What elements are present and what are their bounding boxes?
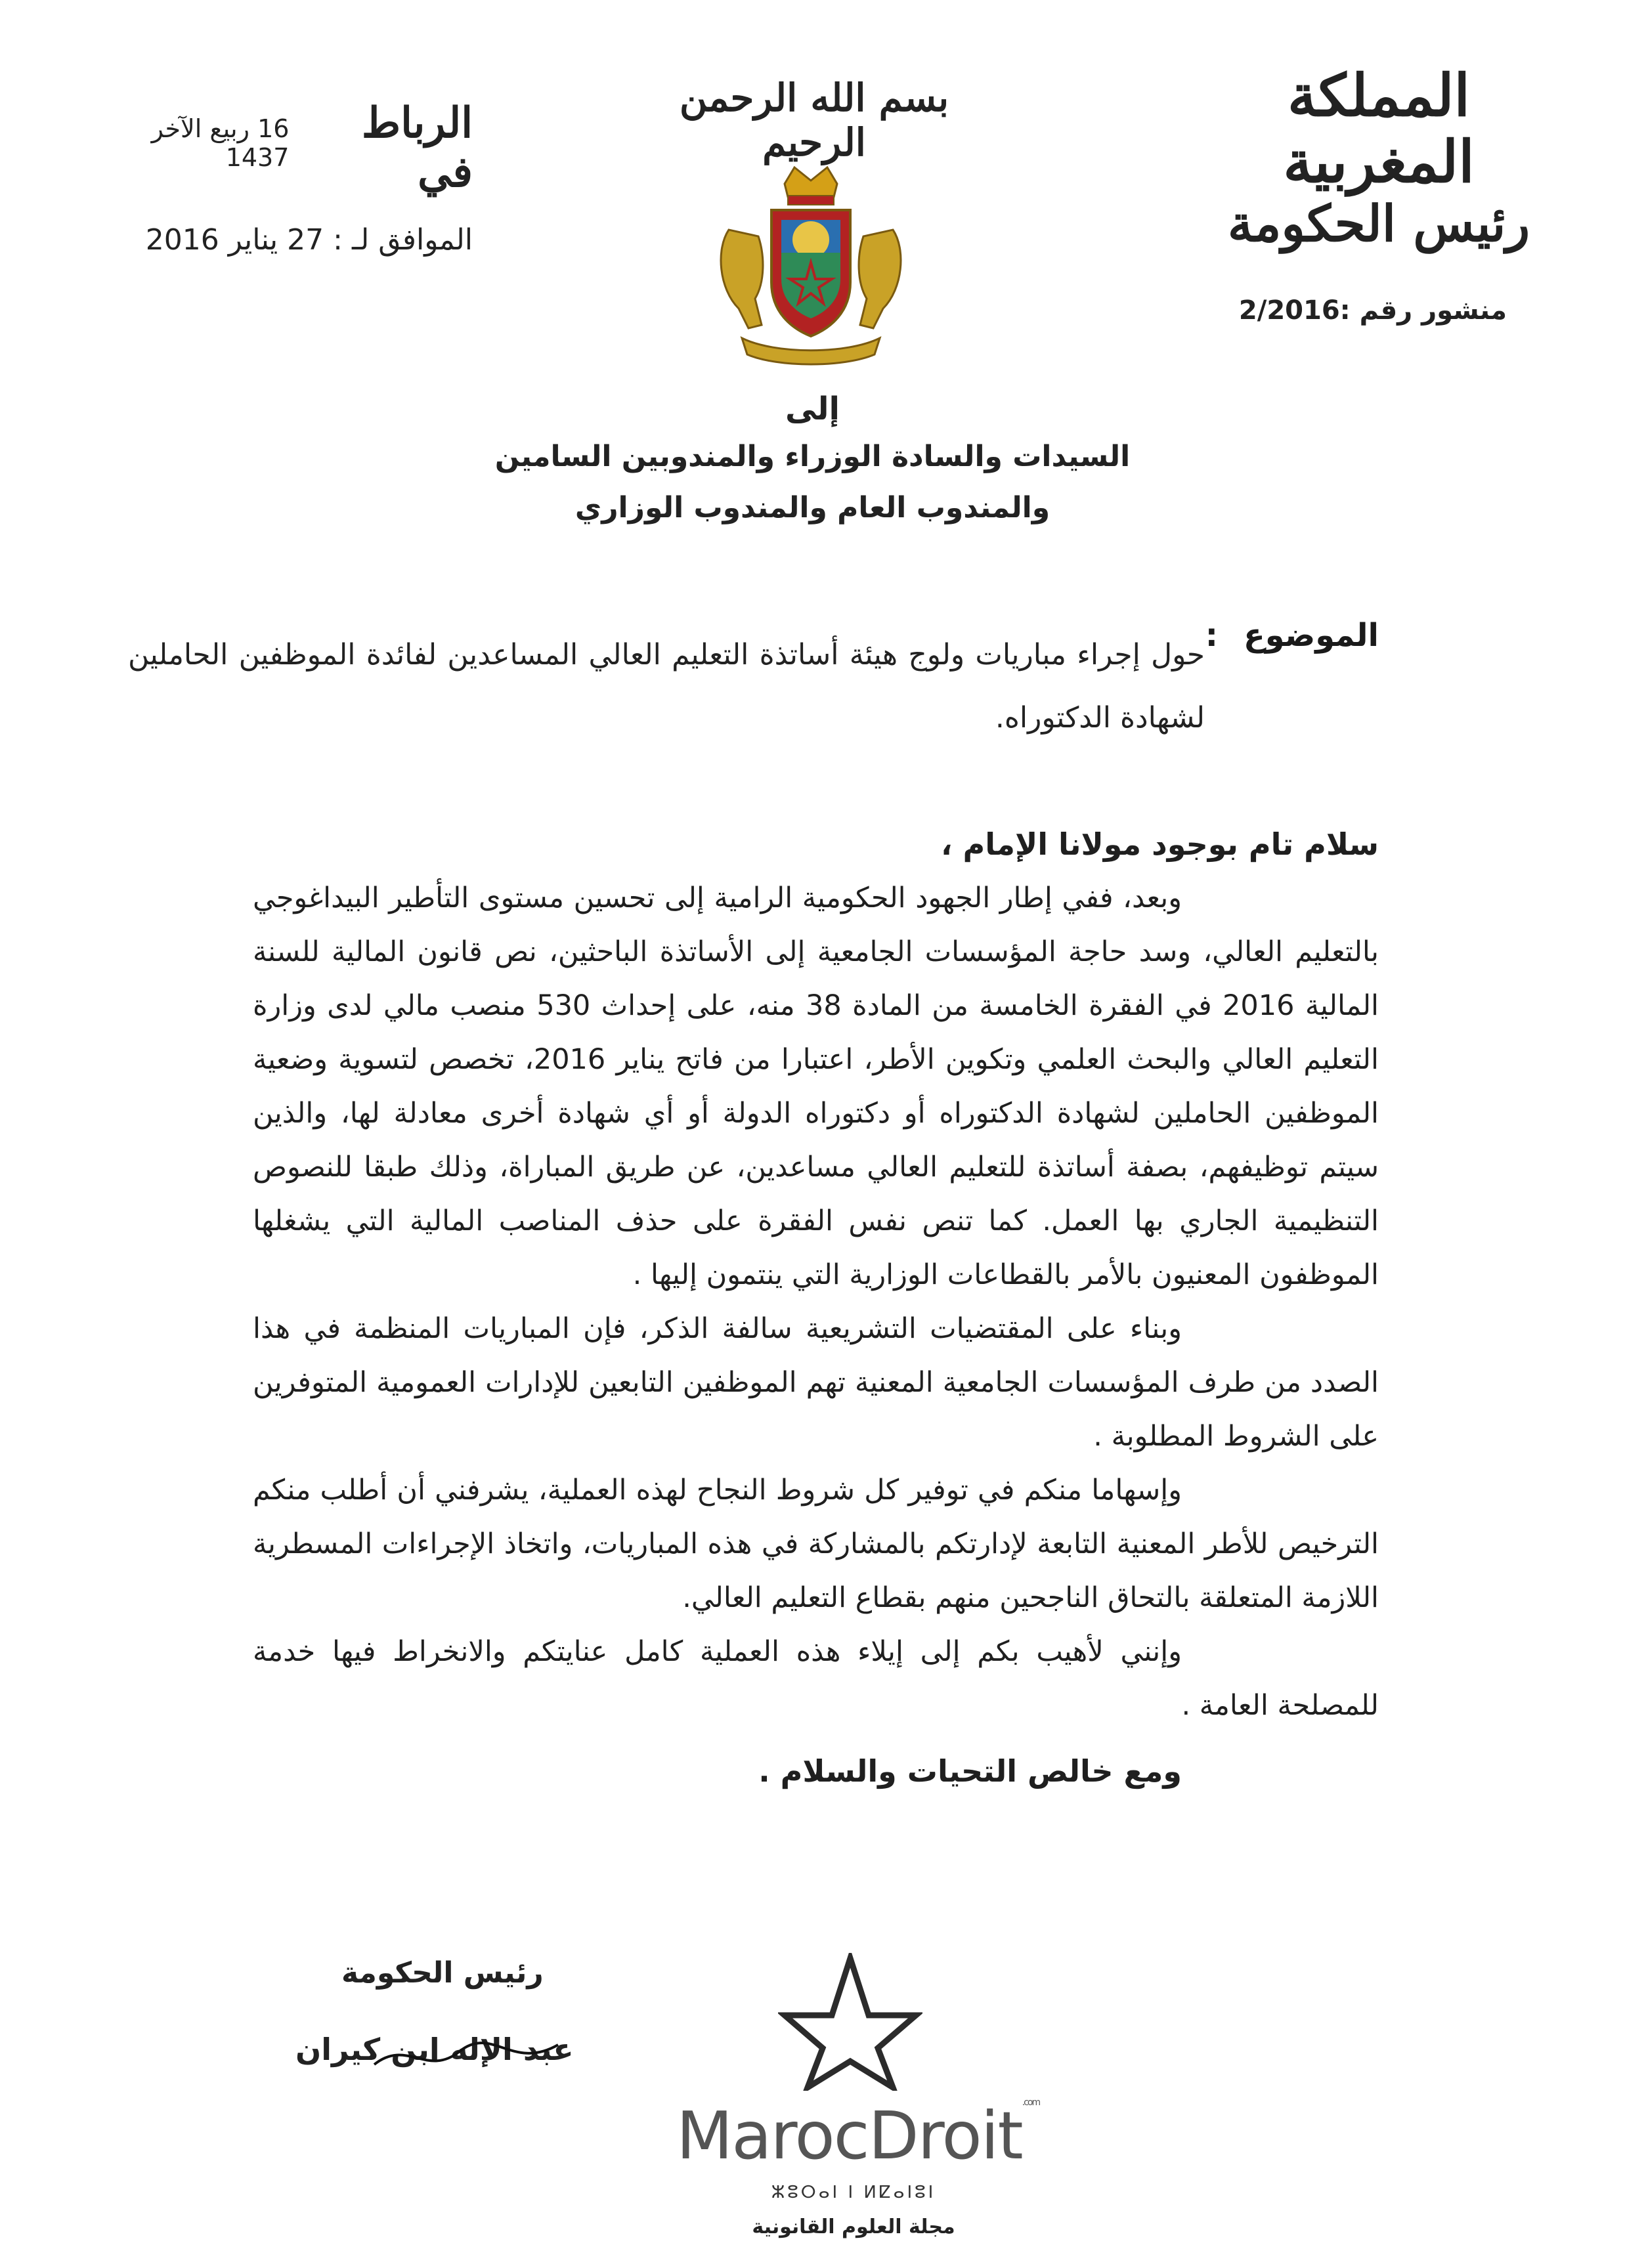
addressee-to: إلى bbox=[785, 391, 840, 427]
city-label: الرباط في bbox=[361, 98, 473, 197]
hijri-date: 16 ربيع الآخر 1437 bbox=[151, 114, 290, 172]
signatory-title: رئيس الحكومة bbox=[341, 1956, 544, 1990]
paragraph: وبناء على المقتضيات التشريعية سالفة الذكر، فإن المباريات المنظمة في هذا الصدد من طرف المؤسسات الجامعية المعنية تهم الموظفين التابعين للإدارات العمومية المتوفرين على الشروط المطلوبة . bbox=[253, 1312, 1379, 1453]
signatory-name: عبد الإله ابن كيران bbox=[295, 2032, 574, 2067]
subject-label: الموضوع bbox=[1243, 617, 1379, 654]
greeting: سلام تام بوجود مولانا الإمام ، bbox=[941, 826, 1379, 862]
paragraph: وبعد، ففي إطار الجهود الحكومية الرامية إلى تحسين مستوى التأطير البيداغوجي بالتعليم العالي، وسد حاجة المؤسسات الجامعية إلى الأساتذة الباحثين، نص قانون المالية للسنة المالية 2016 في الفقرة الخامسة من المادة 38 منه، على إحداث 530 منصب مالي لدى وزارة التعليم العالي والبحث العلمي وتكوين الأطر، اعتبارا من فاتح يناير 2016، تخصص لتسوية وضعية الموظفين الحاملين لشهادة الدكتوراه أو دكتوراه الدولة أو أي شهادة أخرى معادلة لها، والذين سيتم توظيفهم، بصفة أساتذة للتعليم العالي مساعدين، عن طريق المباراة، وذلك طبقا للنصوص التنظيمية الجاري بها العمل. كما تنص نفس الفقرة على حذف المناصب المالية التي يشغلها الموظفون المعنيون بالأمر بالقطاعات الوزارية التي ينتمون إليها . bbox=[253, 882, 1379, 1291]
brand-superscript: .com bbox=[1022, 2097, 1040, 2108]
closing-salutation: ومع خالص التحيات والسلام . bbox=[758, 1753, 1182, 1789]
brand-arabic-tagline: مجلة العلوم القانونية bbox=[752, 2215, 955, 2238]
subject-text: حول إجراء مباريات ولوج هيئة أساتذة التعليم العالي المساعدين لفائدة الموظفين الحاملين لشهادة الدكتوراه. bbox=[128, 638, 1205, 735]
gregorian-date: الموافق لـ : 27 يناير 2016 bbox=[145, 223, 473, 257]
brand-logo-text bbox=[676, 2097, 1040, 2174]
handwritten-signature-icon bbox=[368, 2025, 565, 2084]
subject-colon: : bbox=[1205, 617, 1218, 654]
paragraph: وإنني لأهيب بكم إلى إيلاء هذه العملية كامل عنايتكم والانخراط فيها خدمة للمصلحة العامة . bbox=[253, 1635, 1379, 1722]
basmala: بسم الله الرحمن الرحيم bbox=[679, 75, 949, 165]
addressee-line-2: والمندوب العام والمندوب الوزاري bbox=[574, 491, 1051, 524]
circular-number: منشور رقم :2/2016 bbox=[1238, 295, 1507, 326]
paragraph: وإسهاما منكم في توفير كل شروط النجاح لهذه العملية، يشرفني أن أطلب منكم الترخيص للأطر المعنية التابعة لإدارتكم بالمشاركة في هذه المباريات، واتخاذ الإجراءات المسطرية اللازمة المتعلقة بالتحاق الناجحين منهم بقطاع التعليم العالي. bbox=[253, 1474, 1379, 1614]
brand-tifinagh-tagline: ⵣⵓⵔⴰⵏ ⵏ ⵍⵇⴰⵏⵓⵏ bbox=[771, 2183, 936, 2202]
kingdom-header bbox=[1208, 62, 1549, 253]
date-block bbox=[92, 98, 473, 257]
office-title: رئيس الحكومة bbox=[1227, 194, 1530, 253]
brand-name: MarocDroit bbox=[676, 2097, 1022, 2174]
royal-coat-of-arms-icon bbox=[703, 158, 919, 374]
letter-body bbox=[253, 817, 1379, 1798]
addressee-line-1: السيدات والسادة الوزراء والمندوبين السامين bbox=[494, 440, 1131, 473]
kingdom-title: المملكة المغربية bbox=[1283, 61, 1475, 196]
star-logo-icon bbox=[778, 1953, 922, 2091]
